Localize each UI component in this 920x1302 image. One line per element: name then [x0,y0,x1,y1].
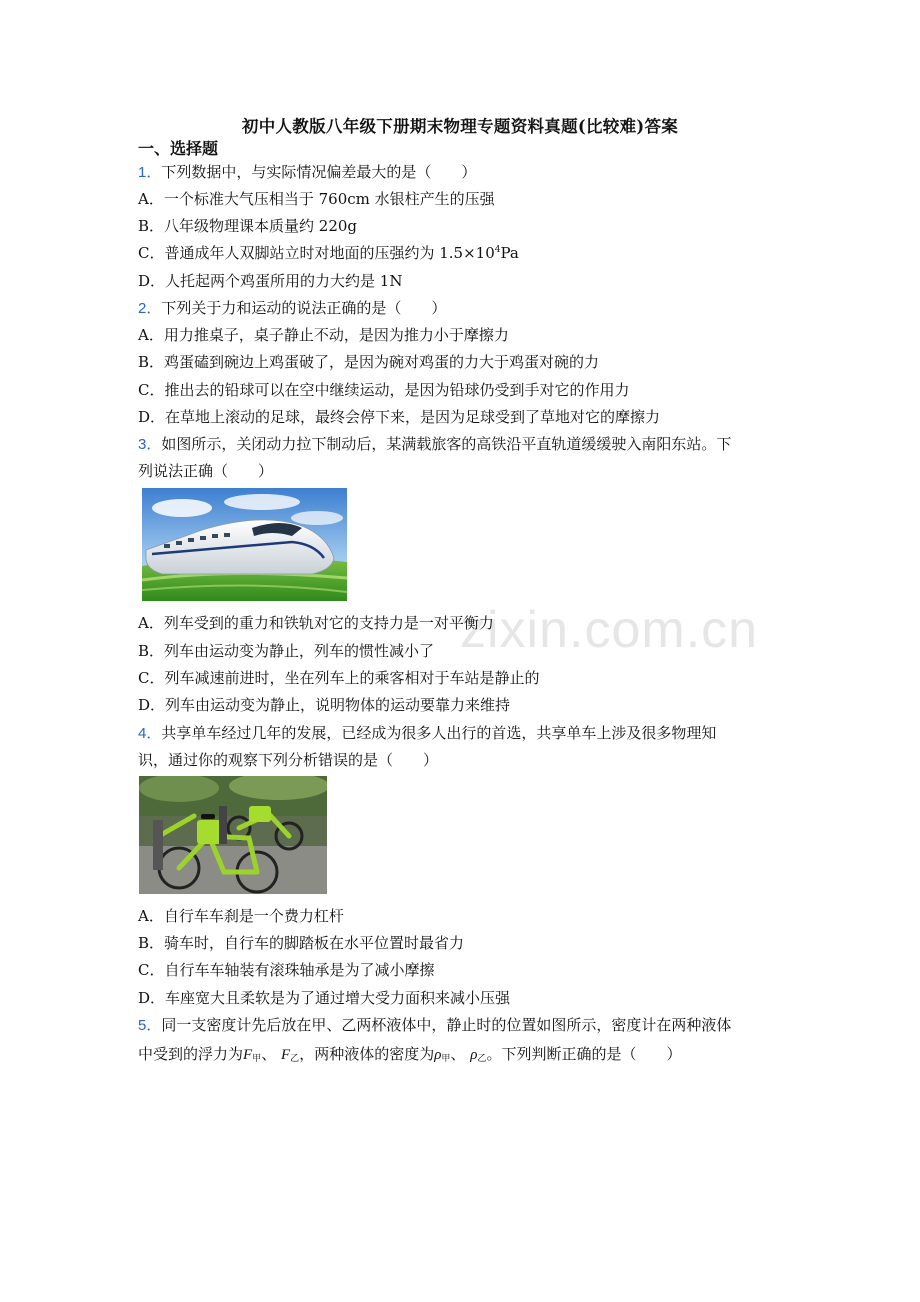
watermark: zixin.com.cn [460,601,759,659]
q1-option-d: D．人托起两个鸡蛋所用的力大约是 1N [138,272,403,290]
q3-option-a: A．列车受到的重力和铁轨对它的支持力是一对平衡力 [138,614,494,632]
q3-option-c: C．列车减速前进时，坐在列车上的乘客相对于车站是静止的 [138,669,540,687]
q2-option-b: B．鸡蛋磕到碗边上鸡蛋破了，是因为碗对鸡蛋的力大于鸡蛋对碗的力 [138,353,600,371]
question-number: 4． [138,725,162,742]
q1-option-b: B．八年级物理课本质量约 220g [138,217,358,235]
question-5-stem: 5．同一支密度计先后放在甲、乙两杯液体中，静止时的位置如图所示，密度计在两种液体 [138,1016,732,1034]
section-heading: 一、选择题 [138,139,219,158]
q2-option-d: D．在草地上滚动的足球，最终会停下来，是因为足球受到了草地对它的摩擦力 [138,408,661,426]
question-1-stem: 1．下列数据中，与实际情况偏差最大的是（ ） [138,163,477,181]
question-4-stem-cont: 识，通过你的观察下列分析错误的是（ ） [138,751,439,769]
question-3-stem: 3．如图所示，关闭动力拉下制动后，某满载旅客的高铁沿平直轨道缓缓驶入南阳东站。下 [138,435,732,453]
question-2-stem: 2．下列关于力和运动的说法正确的是（ ） [138,299,447,317]
q2-option-a: A．用力推桌子，桌子静止不动，是因为推力小于摩擦力 [138,326,509,344]
q4-option-a: A．自行车车刹是一个费力杠杆 [138,907,344,925]
train-image [142,488,347,601]
q3-option-d: D．列车由运动变为静止，说明物体的运动要靠力来维持 [138,696,511,714]
question-5-stem-cont: 中受到的浮力为$F_甲$、 $F_乙$，两种液体的密度为$\rho_甲$、 $\rho_乙$。下列判断正确的是（ ） [138,1045,682,1064]
q2-option-c: C．推出去的铅球可以在空中继续运动，是因为铅球仍受到手对它的作用力 [138,381,630,399]
question-4-stem: 4．共享单车经过几年的发展，已经成为很多人出行的首选，共享单车上涉及很多物理知 [138,724,717,742]
q3-option-b: B．列车由运动变为静止，列车的惯性减小了 [138,642,435,660]
q4-option-c: C．自行车车轴装有滚珠轴承是为了减小摩擦 [138,961,435,979]
question-3-stem-cont: 列说法正确（ ） [138,462,274,480]
high-speed-train-photo [142,488,347,601]
question-number: 2． [138,300,162,317]
q1-option-c: C．普通成年人双脚站立时对地面的压强约为 $1.5\times 10^4Pa$ [138,244,519,262]
q4-option-b: B．骑车时，自行车的脚踏板在水平位置时最省力 [138,934,465,952]
page-title: 初中人教版八年级下册期末物理专题资料真题(比较难)答案 [241,117,679,136]
q1-option-a: A．一个标准大气压相当于 760cm 水银柱产生的压强 [138,190,495,208]
question-number: 5． [138,1017,162,1034]
q4-option-d: D．车座宽大且柔软是为了通过增大受力面积来减小压强 [138,989,511,1007]
bicycle-image [139,776,327,894]
shared-bikes-photo [139,776,327,894]
question-number: 1． [138,164,162,181]
question-number: 3． [138,436,162,453]
